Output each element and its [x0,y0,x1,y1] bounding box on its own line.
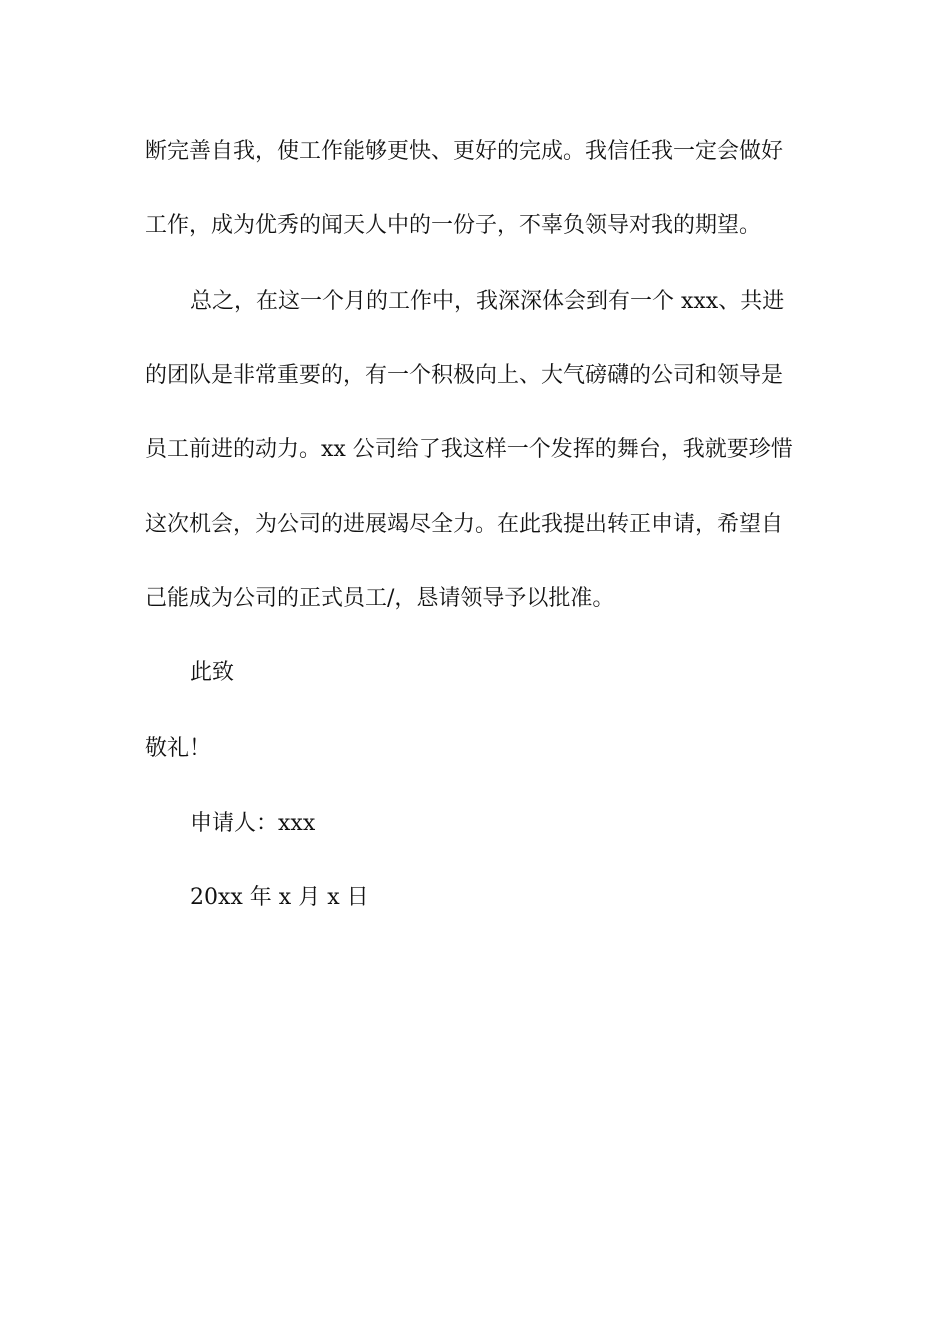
paragraph-line: 己能成为公司的正式员工/，恳请领导予以批准。 [145,586,615,611]
paragraph-line: 工作，成为优秀的闻天人中的一份子，不辜负领导对我的期望。 [145,213,762,238]
paragraph-line: 员工前进的动力。xx 公司给了我这样一个发挥的舞台，我就要珍惜 [145,437,793,462]
document-date: 20xx 年 x 月 x 日 [190,885,369,910]
paragraph-line: 的团队是非常重要的，有一个积极向上、大气磅礴的公司和领导是 [145,363,784,388]
paragraph-line: 总之，在这一个月的工作中，我深深体会到有一个 xxx、共进 [190,289,785,314]
applicant-signature: 申请人：xxx [190,811,316,836]
salutation-text: 敬礼！ [145,736,212,761]
paragraph-line: 断完善自我，使工作能够更快、更好的完成。我信任我一定会做好 [145,139,784,164]
closing-text: 此致 [190,660,235,685]
paragraph-line: 这次机会，为公司的进展竭尽全力。在此我提出转正申请，希望自 [145,512,784,537]
